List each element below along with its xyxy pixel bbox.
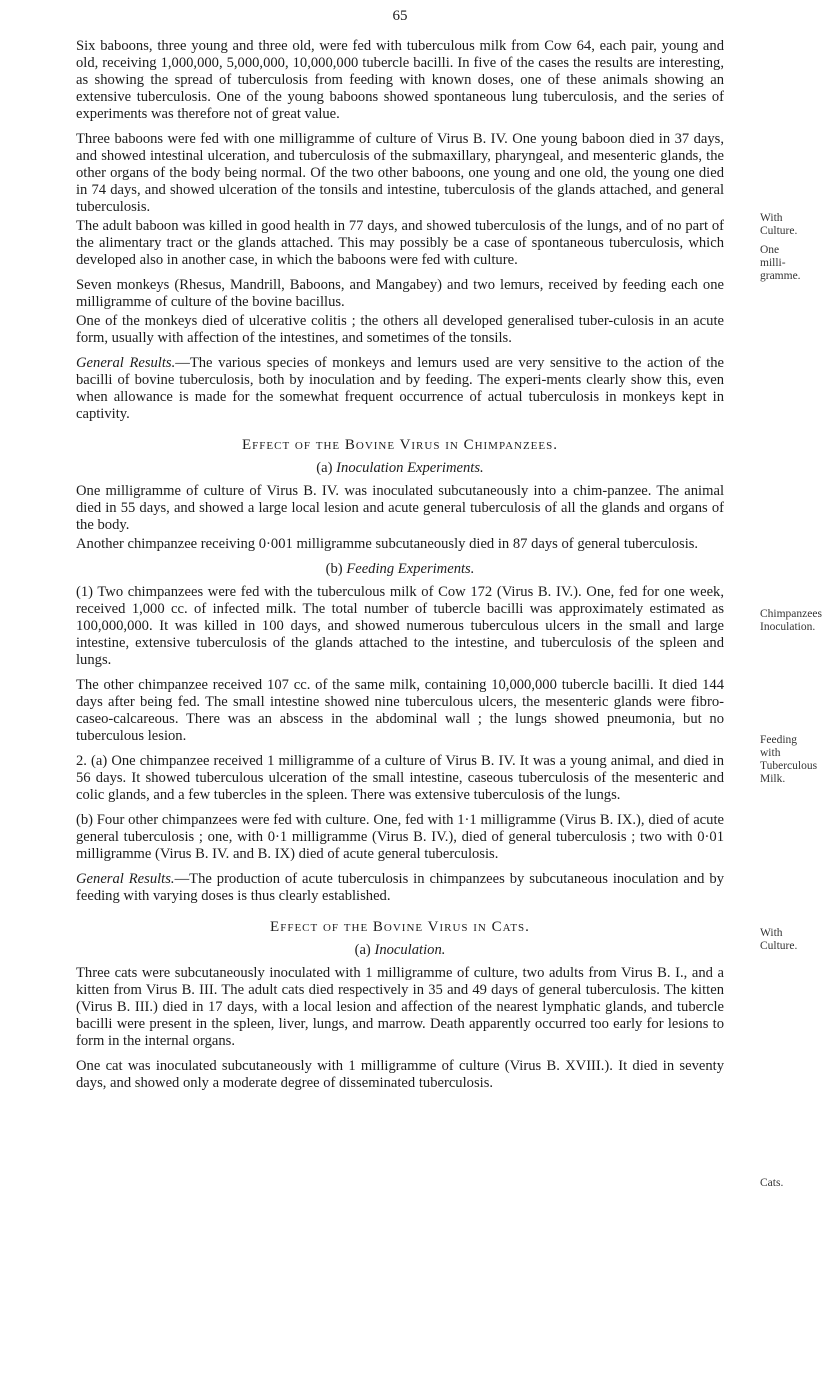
margin-note: Cats.	[760, 1177, 784, 1189]
paragraph: The other chimpanzee received 107 cc. of the same milk, containing 10,000,000 tubercle bacilli. It died 144 days after being fed. The small intestine showed nine tuberculous ulcers, the mesenteric glands were fibro-caseo-calcareous. There was an abscess in the abdominal wall ; the lungs showed pneumonia, but no tuberculous lesion.	[76, 677, 724, 744]
margin-note: Feeding with Tuberculous Milk.	[760, 734, 818, 785]
paragraph: (b) Four other chimpanzees were fed with culture. One, fed with 1·1 milligramme (Virus B. IX.), died of acute general tuberculosis ; one, with 0·1 milligramme (Virus B. IV.), died of general tuberculosis ; two with 0·01 milligramme (Virus B. IV. and B. IX) died of acute general tuberculosis.	[76, 812, 724, 862]
paragraph: Three cats were subcutaneously inoculated with 1 milligramme of culture, two adults from Virus B. I., and a kitten from Virus B. III. The adult cats died respectively in 35 and 49 days of general tuberculosis. The kitten (Virus B. III.) died in 17 days, with a local lesion and affection of the nearest lymphatic glands, and tubercle bacilli were present in the spleen, liver, lungs, and marrow. Death apparently occurred too early for lesions to form in the internal organs.	[76, 965, 724, 1049]
margin-note: With Culture.	[760, 212, 798, 237]
page-body	[76, 38, 724, 1100]
paragraph: The adult baboon was killed in good health in 77 days, and showed tuberculosis of the lungs, and of no part of the alimentary tract or the glands attached. This may possibly be a case of spontaneous tuberculosis, which developed also in another case, in which the baboons were fed with culture.	[76, 218, 724, 268]
page-number: 65	[392, 8, 408, 24]
paragraph-text: —The production of acute tuberculosis in chimpanzees by subcutaneous inoculation and by feeding with varying doses is thus clearly established.	[76, 871, 724, 904]
paragraph	[76, 871, 724, 905]
paragraph: Three baboons were fed with one milligramme of culture of Virus B. IV. One young baboon died in 37 days, and showed intestinal ulceration, and tuberculosis of the submaxillary, pharyngeal, and mesenteric glands, the other organs of the body being normal. Of the two other baboons, one young and one old, the young one died in 74 days, and showed ulceration of the tonsils and intestine, tuberculosis of the glands attached, and general tuberculosis.	[76, 131, 724, 215]
paragraph	[76, 355, 724, 423]
paragraph: 2. (a) One chimpanzee received 1 milligramme of a culture of Virus B. IV. It was a young animal, and died in 56 days. It showed tuberculous ulceration of the small intestine, caseous tuberculosis of the mesenteric and colic glands, and a few tubercles in the spleen. There was extensive tuberculosis of the lungs.	[76, 753, 724, 803]
subsection-heading: (a) Inoculation Experiments.	[316, 460, 484, 476]
general-results-label: General Results.	[76, 355, 176, 371]
paragraph-text: —The various species of monkeys and lemurs used are very sensitive to the action of the bacilli of bovine tuberculosis, both by inoculation and by feeding. The experi-ments clearly show this, even when allowance is made for the somewhat frequent occurrence of actual tuberculosis in monkeys kept in captivity.	[76, 355, 724, 422]
paragraph: Six baboons, three young and three old, were fed with tuberculous milk from Cow 64, each pair, young and old, receiving 1,000,000, 5,000,000, 10,000,000 tubercle bacilli. In five of the cases the results are interesting, as showing the spread of tuberculosis from feeding with known doses, one of these animals showing an extensive tuberculosis. One of the young baboons showed spontaneous lung tuberculosis, and the series of experiments was therefore not of great value.	[76, 38, 724, 122]
margin-note: One milli-gramme.	[760, 244, 801, 282]
margin-note: Chimpanzees Inoculation.	[760, 608, 822, 633]
paragraph: Seven monkeys (Rhesus, Mandrill, Baboons, and Mangabey) and two lemurs, received by feeding each one milligramme of culture of the bovine bacillus.	[76, 277, 724, 310]
paragraph: Another chimpanzee receiving 0·001 milligramme subcutaneously died in 87 days of general tuberculosis.	[76, 536, 699, 552]
paragraph: One of the monkeys died of ulcerative colitis ; the others all developed generalised tuber-culosis in an acute form, usually with affection of the intestines, and sometimes of the tonsils.	[76, 313, 724, 346]
subsection-heading: (a) Inoculation.	[354, 942, 446, 958]
subsection-heading: (b) Feeding Experiments.	[325, 561, 475, 577]
paragraph: One milligramme of culture of Virus B. IV. was inoculated subcutaneously into a chim-panzee. The animal died in 55 days, and showed a large local lesion and acute general tuberculosis of all the glands and organs of the body.	[76, 483, 724, 533]
paragraph: One cat was inoculated subcutaneously with 1 milligramme of culture (Virus B. XVIII.). It died in seventy days, and showed only a moderate degree of disseminated tuberculosis.	[76, 1058, 724, 1091]
margin-note: With Culture.	[760, 927, 798, 952]
general-results-label: General Results.	[76, 871, 175, 887]
section-heading: Effect of the Bovine Virus in Cats.	[270, 919, 530, 935]
paragraph: (1) Two chimpanzees were fed with the tuberculous milk of Cow 172 (Virus B. IV.). One, fed for one week, received 1,000 cc. of infected milk. The total number of tubercle bacilli was approximately estimated as 100,000,000. It was killed in 100 days, and showed numerous tuberculous ulcers in the small and large intestine, extensive tuberculosis of the glands attached to the intestine, and tuberculosis of the spleen and lungs.	[76, 584, 724, 668]
section-heading: Effect of the Bovine Virus in Chimpanzees.	[242, 437, 558, 453]
